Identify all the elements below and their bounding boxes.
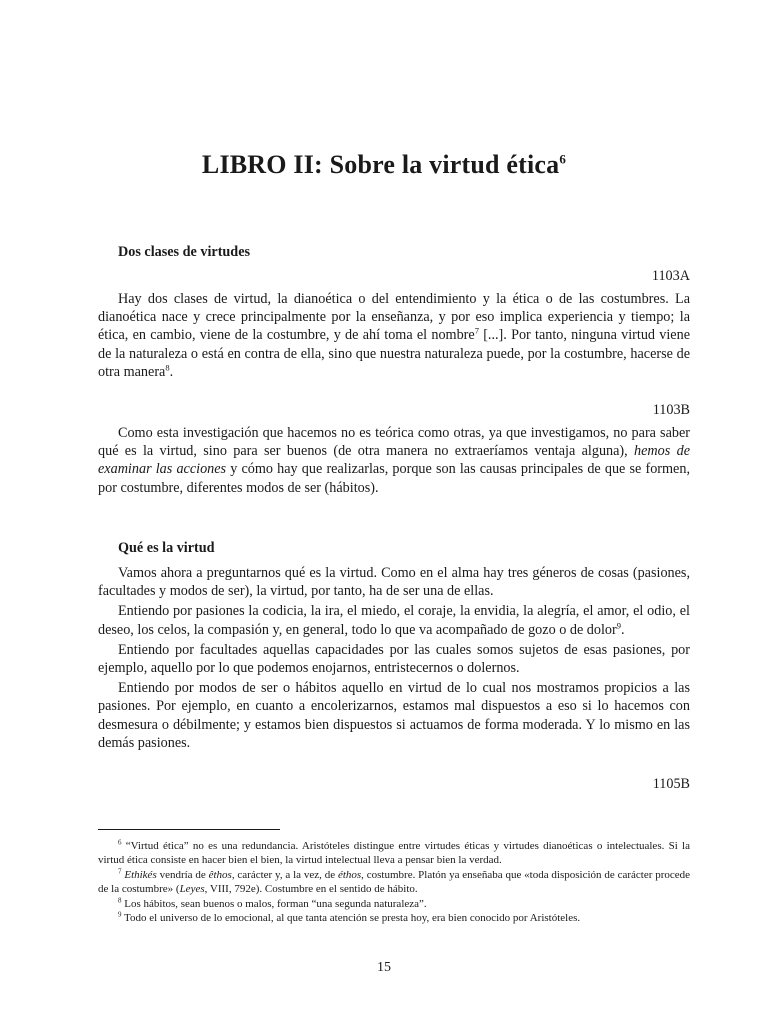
- paragraph-text: y cómo hay que realizarlas, porque son las causas principales de que se formen, por costumbre, diferentes modos de ser (hábitos).: [98, 461, 690, 496]
- footnote-emphasis: Leyes: [179, 883, 205, 896]
- bekker-marker-1105b: 1105B: [652, 776, 690, 792]
- footnote-ref-9[interactable]: 9: [616, 619, 621, 630]
- paragraph-text: .: [169, 363, 174, 380]
- footnote-emphasis: êthos: [208, 868, 232, 881]
- paragraph: [98, 290, 690, 381]
- footnote-ref-8[interactable]: 8: [165, 362, 170, 373]
- paragraph: Entiendo por modos de ser o hábitos aquello en virtud de lo cual nos mostramos propicios a las pasiones. Por ejemplo, en cuanto a encolerizarnos, estamos mal dispuestos a eso si lo hacemos con desmesura o débilmente; y estamos bien dispuestos si actuamos de forma moderada. Y lo mismo en las demás pasiones.: [98, 680, 690, 751]
- paragraph-text: [...]. Por tanto, ninguna virtud viene de la naturaleza o está en contra de ella, sino que nuestra naturaleza puede, por la costumbre, hacerse de otra manera: [98, 327, 690, 380]
- footnote-7: [98, 868, 690, 897]
- footnote-number: 8: [118, 895, 122, 904]
- paragraph-text: Hay dos clases de virtud, la dianoética o del entendimiento y la ética o de las costumbres. La dianoética nace y crece principalmente por la enseñanza, y por eso implica experiencia y tiempo; la ética, en cambio, viene de la costumbre, y de ahí toma el nombre: [98, 291, 690, 344]
- footnote-number: 7: [118, 867, 122, 876]
- footnote-6: [98, 839, 690, 868]
- footnote-text: , VIII, 792e). Costumbre en el sentido de hábito.: [204, 883, 418, 896]
- footnote-text: , costumbre. Platón ya enseñaba que «toda disposición de carácter procede de la costumbre» (: [98, 868, 691, 896]
- page-number: 15: [377, 960, 391, 975]
- title-footnote-ref[interactable]: 6: [559, 151, 567, 167]
- footnote-text: , carácter y, a la vez, de: [231, 868, 338, 881]
- section-heading-que-es: Qué es la virtud: [118, 540, 215, 556]
- paragraph-text: Como esta investigación que hacemos no es teórica como otras, ya que investigamos, no para saber qué es la virtud, sino para ser buenos (de otra manera no extraeríamos ventaja alguna),: [98, 425, 690, 460]
- footnote-emphasis: Ethikés: [124, 868, 157, 881]
- footnote-text: vendría de: [156, 868, 209, 881]
- chapter-title-text: LIBRO II: Sobre la virtud ética: [201, 150, 560, 179]
- footnote-emphasis: éthos: [337, 868, 362, 881]
- section1-paragraph1: [98, 290, 690, 383]
- footnote-text: Todo el universo de lo emocional, al que tanta atención se presta hoy, era bien conocido por Aristóteles.: [121, 912, 581, 925]
- footnote-number: 9: [118, 910, 122, 919]
- paragraph-text: .: [621, 621, 625, 638]
- footnote-8: [98, 897, 690, 911]
- chapter-title: [0, 150, 768, 180]
- footnote-text: Los hábitos, sean buenos o malos, forman “una segunda naturaleza”.: [121, 897, 427, 910]
- bekker-marker-1103a: 1103A: [651, 268, 690, 284]
- bekker-marker-1103b: 1103B: [652, 402, 690, 418]
- section1-paragraph2: [98, 424, 690, 499]
- paragraph-text: Entiendo por pasiones la codicia, la ira, el miedo, el coraje, la envidia, la alegría, el amor, el odio, el deseo, los celos, la compasión y, en general, todo lo que va acompañado de gozo o de dolor: [98, 603, 690, 638]
- emphasis-text: hemos de examinar las acciones: [98, 443, 690, 478]
- paragraph: Entiendo por facultades aquellas capacidades por las cuales somos sujetos de esas pasiones, por ejemplo, aquello por lo que podemos enojarnos, entristecernos o dolernos.: [98, 641, 690, 677]
- footnote-text: “Virtud ética” no es una redundancia. Aristóteles distingue entre virtudes éticas y virtudes dianoéticas o intelectuales. Si la virtud ética consiste en hacer bien el bien, la virtud intelectual lleva a pensar bien la verdad.: [98, 840, 690, 867]
- footnote-9: [98, 911, 690, 925]
- footnote-ref-7[interactable]: 7: [474, 325, 479, 336]
- footnote-number: 6: [118, 838, 122, 847]
- paragraph: [98, 424, 690, 497]
- section-heading-dos-clases: Dos clases de virtudes: [118, 244, 251, 260]
- paragraph: Vamos ahora a preguntarnos qué es la virtud. Como en el alma hay tres géneros de cosas (pasiones, facultades y modos de ser), la virtud, por tanto, ha de ser una de ellas.: [98, 565, 690, 600]
- footnote-divider: [98, 829, 280, 830]
- footnotes: [98, 839, 690, 925]
- section2-body: [98, 564, 690, 754]
- paragraph: [98, 602, 690, 638]
